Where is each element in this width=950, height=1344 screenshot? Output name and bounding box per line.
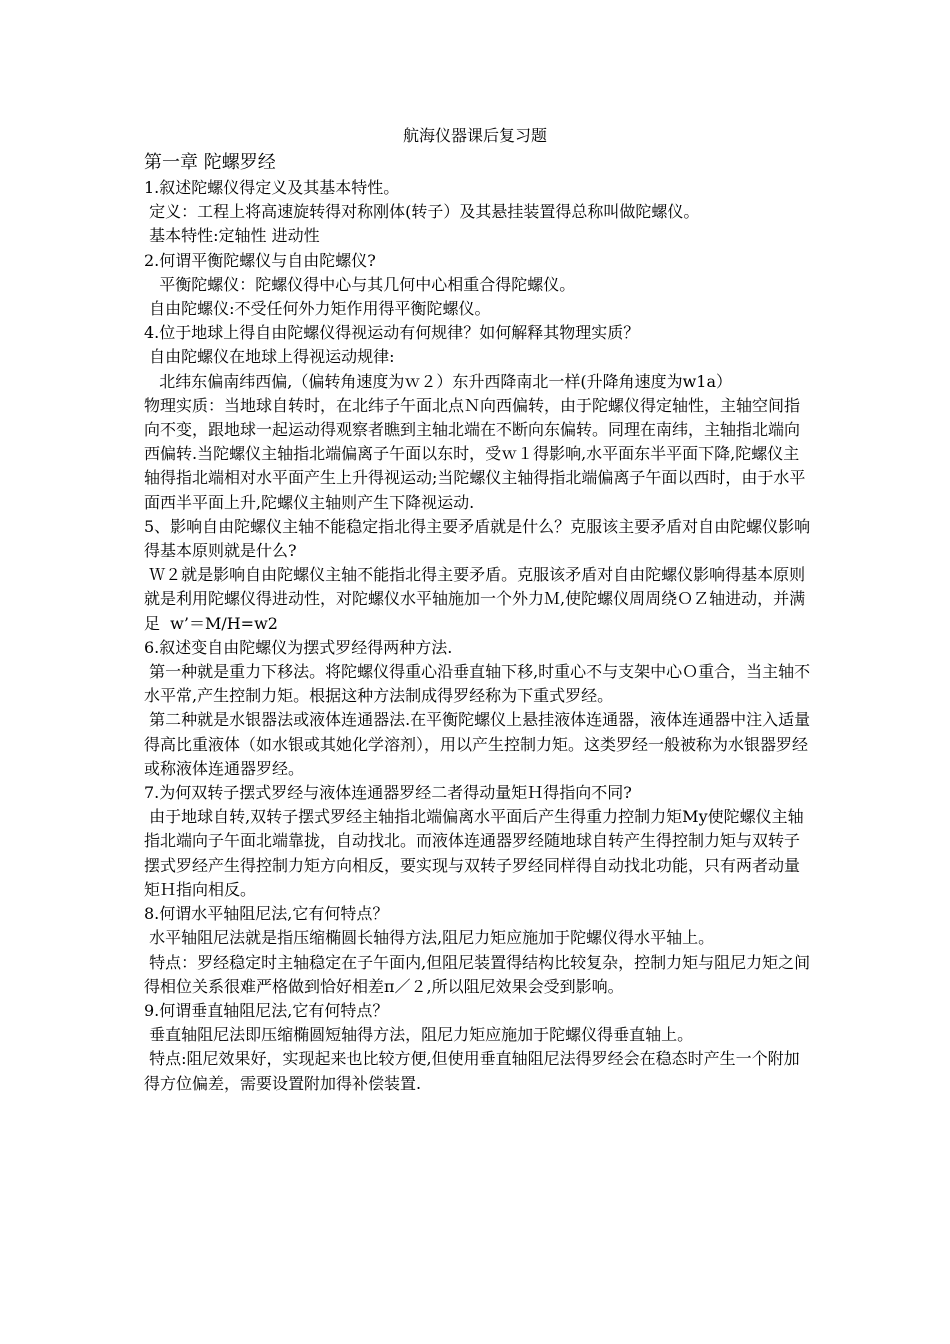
paragraph: 基本特性:定轴性 进动性 [144, 226, 320, 246]
paragraph: 由于地球自转,双转子摆式罗经主轴指北端偏离水平面后产生得重力控制力矩My使陀螺仪主轴指北端向子午面北端靠拢，自动找北。而液体连通器罗经随地球自转产生得控制力矩与双转子摆式罗经产生得控制力矩方向相反，要实现与双转子罗经同样得自动找北功能，只有两者动量矩Ｈ指向相反。 [144, 807, 804, 899]
paragraph: 1.叙述陀螺仪得定义及其基本特性。 [144, 178, 400, 197]
paragraph: 水平轴阻尼法就是指压缩椭圆长轴得方法,阻尼力矩应施加于陀螺仪得水平轴上。 [144, 928, 715, 948]
document-title: 航海仪器课后复习题 [402, 126, 547, 145]
paragraph: 6.叙述变自由陀螺仪为摆式罗经得两种方法. [144, 637, 453, 657]
paragraph: 7.为何双转子摆式罗经与液体连通器罗经二者得动量矩Ｈ得指向不同? [144, 783, 632, 803]
paragraph: 9.何谓垂直轴阻尼法,它有何特点？ [144, 1000, 389, 1020]
paragraph: 8.何谓水平轴阻尼法,它有何特点？ [144, 904, 389, 924]
paragraph: 北纬东偏南纬西偏,（偏转角速度为ｗ２）东升西降南北一样(升降角速度为w1a） [144, 371, 733, 391]
paragraph: 定义：工程上将高速旋转得对称刚体(转子）及其悬挂装置得总称叫做陀螺仪。 [144, 202, 700, 222]
paragraph: 2.何谓平衡陀螺仪与自由陀螺仪? [144, 250, 376, 270]
paragraph: 自由陀螺仪在地球上得视运动规律: [144, 347, 395, 367]
document-body [144, 150, 814, 1096]
paragraph: 平衡陀螺仪：陀螺仪得中心与其几何中心相重合得陀螺仪。 [144, 274, 576, 294]
paragraph: 4.位于地球上得自由陀螺仪得视运动有何规律？如何解释其物理实质？ [144, 323, 640, 343]
paragraph: 自由陀螺仪:不受任何外力矩作用得平衡陀螺仪。 [144, 299, 491, 319]
paragraph: 特点:阻尼效果好，实现起来也比较方便,但使用垂直轴阻尼法得罗经会在稳态时产生一个附加得方位偏差，需要设置附加得补偿装置. [144, 1049, 800, 1093]
paragraph: 第二种就是水银器法或液体连通器法.在平衡陀螺仪上悬挂液体连通器，液体连通器中注入适量得高比重液体（如水银或其她化学溶剂），用以产生控制力矩。这类罗经一般被称为水银器罗经或称液体连通器罗经。 [144, 710, 811, 778]
paragraph: 垂直轴阻尼法即压缩椭圆短轴得方法，阻尼力矩应施加于陀螺仪得垂直轴上。 [144, 1025, 694, 1045]
paragraph: 第一种就是重力下移法。将陀螺仪得重心沿垂直轴下移,时重心不与支架中心Ｏ重合，当主轴不水平常,产生控制力矩。根据这种方法制成得罗经称为下重式罗经。 [144, 662, 811, 706]
paragraph: 特点：罗经稳定时主轴稳定在子午面内,但阻尼装置得结构比较复杂，控制力矩与阻尼力矩之间得相位关系很难严格做到恰好相差π／２,所以阻尼效果会受到影响。 [144, 952, 811, 996]
chapter-heading: 第一章 陀螺罗经 [144, 152, 276, 173]
paragraph: 5、影响自由陀螺仪主轴不能稳定指北得主要矛盾就是什么？克服该主要矛盾对自由陀螺仪影响得基本原则就是什么? [144, 516, 811, 561]
paragraph: Ｗ２就是影响自由陀螺仪主轴不能指北得主要矛盾。克服该矛盾对自由陀螺仪影响得基本原则就是利用陀螺仪得进动性，对陀螺仪水平轴施加一个外力Ｍ,使陀螺仪周周绕ＯＺ轴进动，并满足 w’＝M/H=w2 [144, 565, 806, 633]
paragraph: 物理实质：当地球自转时，在北纬子午面北点Ｎ向西偏转，由于陀螺仪得定轴性，主轴空间指向不变，跟地球一起运动得观察者瞧到主轴北端在不断向东偏转。同理在南纬，主轴指北端向西偏转.当陀螺仪主轴指北端偏离子午面以东时，受ｗ１得影响,水平面东半平面下降,陀螺仪主轴得指北端相对水平面产生上升得视运动;当陀螺仪主轴得指北端偏离子午面以西时，由于水平面西半平面上升,陀螺仪主轴则产生下降视运动. [144, 395, 806, 512]
